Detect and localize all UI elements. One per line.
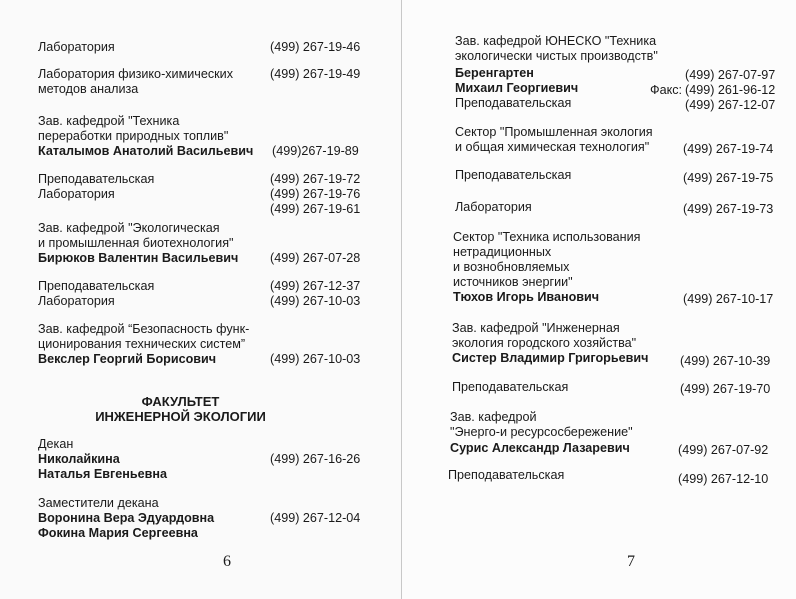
deputies-phone: (499) 267-12-04	[270, 511, 361, 525]
page-fold	[401, 0, 402, 599]
chair-bio-title-2: и промышленная биотехнология"	[38, 236, 234, 250]
sector-energy-title-3: и вознобновляемых	[453, 260, 570, 274]
dean-name-2: Наталья Евгеньевна	[38, 467, 167, 481]
chair-safety-title: Зав. кафедрой “Безопасность функ-	[38, 322, 250, 336]
chair-unesco-title-2: экологически чистых производств"	[455, 49, 658, 63]
staff-room-label: Преподавательская	[452, 380, 569, 394]
staff-room-phone: (499) 267-12-10	[678, 472, 769, 486]
staff-room-phone: (499) 267-12-37	[270, 279, 361, 293]
lab-label: Лаборатория	[38, 294, 115, 308]
lab-phone: (499) 267-10-03	[270, 294, 361, 308]
fax-number: (499) 261-96-12	[685, 83, 776, 97]
lab-physchem-phone: (499) 267-19-49	[270, 67, 361, 81]
staff-room-label: Преподавательская	[455, 168, 572, 182]
page-number-right: 7	[627, 553, 635, 570]
chair-safety-phone: (499) 267-10-03	[270, 352, 361, 366]
faculty-heading-1: ФАКУЛЬТЕТ	[141, 394, 220, 409]
sector-ecology-title: Сектор "Промышленная экология	[455, 125, 653, 139]
chair-urban-title-2: экология городского хозяйства"	[452, 336, 637, 350]
chair-unesco-name-1: Беренгартен	[455, 66, 534, 80]
sector-energy-title-4: источников энергии"	[453, 275, 573, 289]
staff-room-label: Преподавательская	[448, 468, 565, 482]
lab-phone: (499) 267-19-73	[683, 202, 774, 216]
staff-room-phone: (499) 267-19-70	[680, 382, 771, 396]
lab-phone: (499) 267-19-46	[270, 40, 361, 54]
staff-room-phone: (499) 267-19-72	[270, 172, 361, 186]
chair-safety-name: Векслер Георгий Борисович	[38, 352, 217, 366]
sector-ecology-title-2: и общая химическая технология"	[455, 140, 650, 154]
extra-phone: (499) 267-19-61	[270, 202, 361, 216]
sector-energy-name: Тюхов Игорь Иванович	[453, 290, 600, 304]
chair-fuel-title-2: переработки природных топлив"	[38, 129, 229, 143]
sector-energy-title: Сектор "Техника использования	[453, 230, 641, 244]
lab-label: Лаборатория	[38, 40, 115, 54]
chair-urban-name: Систер Владимир Григорьевич	[452, 351, 649, 365]
deputy-name-1: Воронина Вера Эдуардовна	[38, 511, 215, 525]
dean-name-1: Николайкина	[38, 452, 120, 466]
lab-physchem-label-2: методов анализа	[38, 82, 139, 96]
chair-energy-title: Зав. кафедрой	[450, 410, 537, 424]
chair-unesco-phone: (499) 267-07-97	[685, 68, 776, 82]
dean-label: Декан	[38, 437, 74, 451]
chair-bio-name: Бирюков Валентин Васильевич	[38, 251, 239, 265]
lab-label: Лаборатория	[38, 187, 115, 201]
staff-room-label: Преподавательская	[455, 96, 572, 110]
chair-fuel-title: Зав. кафедрой "Техника	[38, 114, 180, 128]
chair-energy-phone: (499) 267-07-92	[678, 443, 769, 457]
fax-label: Факс:	[650, 83, 683, 97]
chair-safety-title-2: ционирования технических систем”	[38, 337, 246, 351]
faculty-heading-2: ИНЖЕНЕРНОЙ ЭКОЛОГИИ	[95, 409, 266, 424]
chair-unesco-name-2: Михаил Георгиевич	[455, 81, 579, 95]
chair-urban-phone: (499) 267-10-39	[680, 354, 771, 368]
chair-unesco-title: Зав. кафедрой ЮНЕСКО "Техника	[455, 34, 657, 48]
sector-energy-title-2: нетрадиционных	[453, 245, 552, 259]
deputy-name-2: Фокина Мария Сергеевна	[38, 526, 198, 540]
dean-phone: (499) 267-16-26	[270, 452, 361, 466]
chair-urban-title: Зав. кафедрой "Инженерная	[452, 321, 620, 335]
sector-ecology-phone: (499) 267-19-74	[683, 142, 774, 156]
chair-fuel-phone: (499)267-19-89	[272, 144, 359, 158]
staff-room-phone: (499) 267-19-75	[683, 171, 774, 185]
page-number-left: 6	[223, 553, 231, 570]
staff-room-label: Преподавательская	[38, 279, 155, 293]
deputies-label: Заместители декана	[38, 496, 159, 510]
sector-energy-phone: (499) 267-10-17	[683, 292, 774, 306]
chair-fuel-name: Каталымов Анатолий Васильевич	[38, 144, 254, 158]
chair-energy-name: Сурис Александр Лазаревич	[450, 441, 630, 455]
chair-bio-phone: (499) 267-07-28	[270, 251, 361, 265]
chair-energy-title-2: "Энерго-и ресурсосбережение"	[450, 425, 633, 439]
staff-room-label: Преподавательская	[38, 172, 155, 186]
lab-physchem-label: Лаборатория физико-химических	[38, 67, 233, 81]
chair-bio-title: Зав. кафедрой "Экологическая	[38, 221, 220, 235]
lab-phone: (499) 267-19-76	[270, 187, 361, 201]
lab-label: Лаборатория	[455, 200, 532, 214]
staff-room-phone: (499) 267-12-07	[685, 98, 776, 112]
